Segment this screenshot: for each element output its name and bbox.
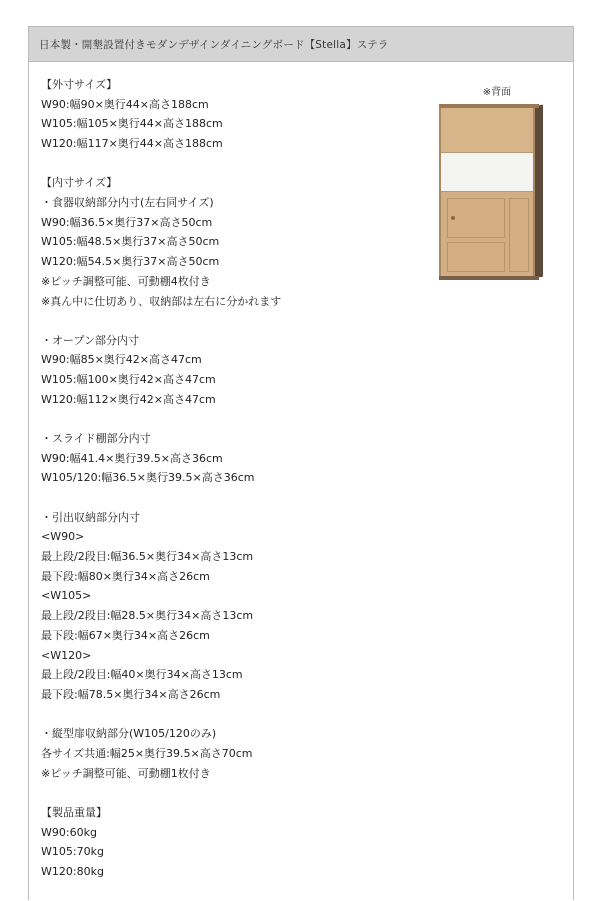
spec-line: W120:幅112×奥行42×高さ47cm [41, 392, 216, 406]
outer-size-section [41, 75, 441, 154]
spec-line: W120:幅117×奥行44×高さ188cm [41, 137, 223, 151]
cabinet-side-panel [535, 105, 543, 278]
spec-line: 各サイズ共通:幅25×奥行39.5×高さ70cm [41, 746, 253, 760]
page-title-bar [29, 27, 573, 62]
section-heading: 【内寸サイズ】 [41, 176, 118, 190]
spec-content [41, 75, 441, 901]
spec-line: 最下段:幅78.5×奥行34×高さ26cm [41, 687, 221, 701]
cabinet-top-edge [439, 104, 539, 108]
cabinet-door [447, 198, 505, 238]
variant-label: <W90> [41, 530, 85, 544]
spec-line: W105:幅48.5×奥行37×高さ50cm [41, 235, 220, 249]
spec-note: ※真ん中に仕切あり、収納部は左右に分かれます [41, 294, 282, 308]
weight-section [41, 803, 441, 882]
spec-subheading: ・縦型扉収納部分(W105/120のみ) [41, 727, 217, 741]
cabinet-drawer [447, 242, 505, 272]
spec-line: W90:60kg [41, 825, 97, 839]
cabinet-back-image [439, 104, 547, 280]
section-heading: 【製品重量】 [41, 805, 107, 819]
spec-line: 最上段/2段目:幅28.5×奥行34×高さ13cm [41, 609, 254, 623]
cabinet-white-panel [441, 152, 533, 192]
spec-line: 最上段/2段目:幅40×奥行34×高さ13cm [41, 668, 243, 682]
spec-line: W105:幅100×奥行42×高さ47cm [41, 373, 216, 387]
spec-subheading: ・スライド棚部分内寸 [41, 432, 151, 446]
spec-line: W90:幅90×奥行44×高さ188cm [41, 97, 209, 111]
spec-line: W90:幅41.4×奥行39.5×高さ36cm [41, 451, 223, 465]
variant-label: <W105> [41, 589, 92, 603]
spec-line: W105/120:幅36.5×奥行39.5×高さ36cm [41, 471, 255, 485]
spec-line: W120:80kg [41, 864, 104, 878]
spec-line: W105:幅105×奥行44×高さ188cm [41, 117, 223, 131]
spec-subheading: ・オープン部分内寸 [41, 333, 140, 347]
open-section [41, 331, 441, 410]
spec-subheading: ・引出収納部分内寸 [41, 510, 140, 524]
spec-line: W90:幅85×奥行42×高さ47cm [41, 353, 202, 367]
back-view-caption: ※背面 [482, 87, 512, 98]
variant-label: <W120> [41, 648, 92, 662]
spec-panel [28, 26, 574, 900]
spec-line: 最下段:幅67×奥行34×高さ26cm [41, 628, 210, 642]
section-heading: 【外寸サイズ】 [41, 78, 118, 91]
spec-note: ※ピッチ調整可能、可動棚4枚付き [41, 274, 211, 288]
back-view-figure [439, 83, 547, 280]
page-title: 日本製・開墾設置付きモダンデザインダイニングボード【Stella】ステラ [39, 38, 389, 51]
spec-line: W120:幅54.5×奥行37×高さ50cm [41, 255, 220, 269]
cabinet-base [439, 276, 539, 280]
inner-size-section [41, 173, 441, 311]
drawer-section [41, 508, 441, 705]
cabinet-side-door [509, 198, 529, 272]
slide-shelf-section [41, 429, 441, 488]
spec-line: 最上段/2段目:幅36.5×奥行34×高さ13cm [41, 550, 254, 564]
spec-line: W90:幅36.5×奥行37×高さ50cm [41, 215, 213, 229]
cabinet-knob [451, 216, 455, 220]
spec-line: 最下段:幅80×奥行34×高さ26cm [41, 569, 210, 583]
spec-line: W105:70kg [41, 845, 104, 859]
vertical-door-section [41, 724, 441, 783]
spec-subheading: ・食器収納部分内寸(左右同サイズ) [41, 196, 214, 210]
spec-note: ※ピッチ調整可能、可動棚1枚付き [41, 766, 211, 780]
